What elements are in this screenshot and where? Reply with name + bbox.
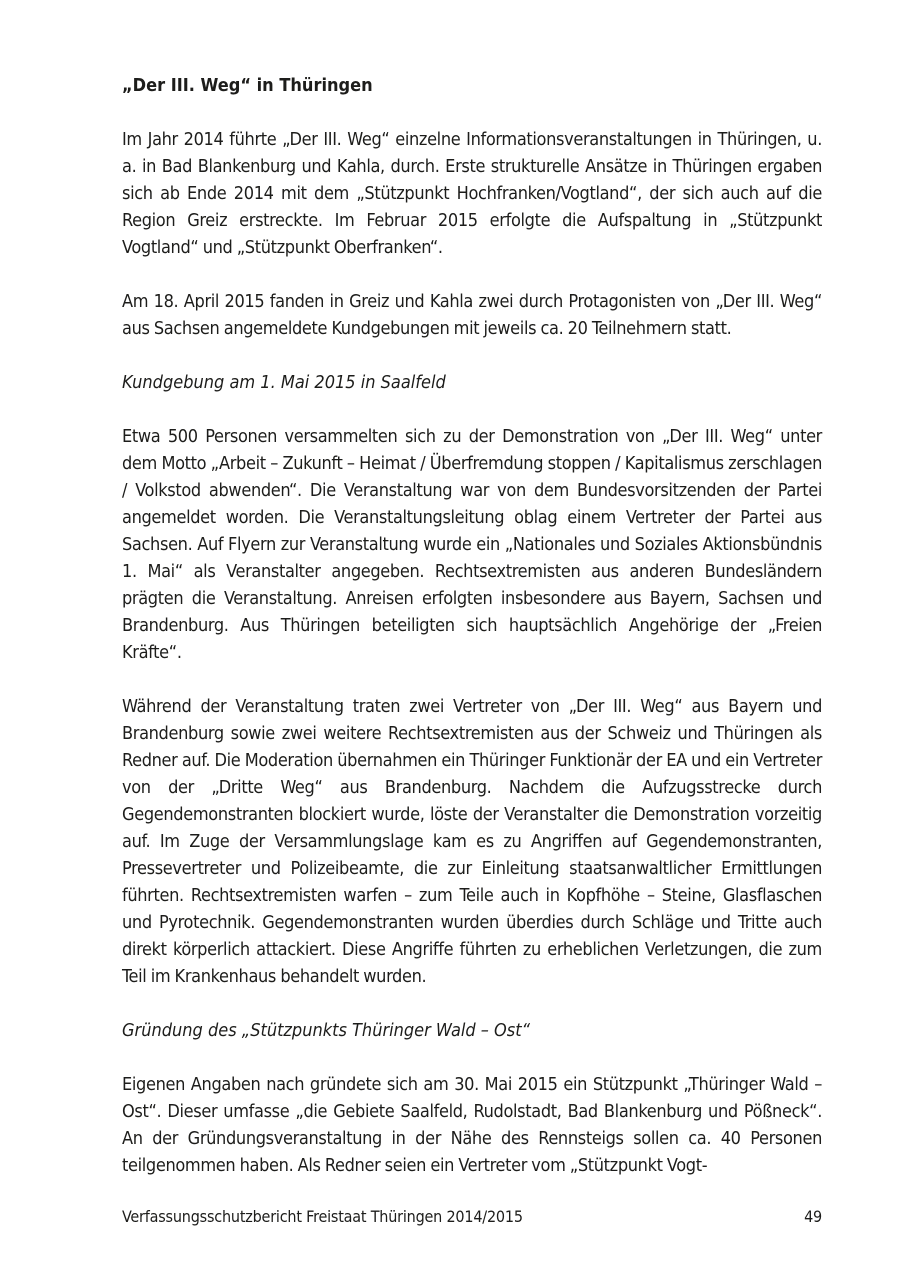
paragraph: Eigenen Angaben nach gründete sich am 30. Mai 2015 ein Stützpunkt „Thüringer Wald – Ost“. Dieser umfasse „die Gebiete Saalfeld, Rudolstadt, Bad Blankenburg und Pößneck“. An der Gründungsveranstaltung in der Nähe des Rennsteigs sollen ca. 40 Personen teilgenommen haben. Als Redner seien ein Vertreter vom „Stützpunkt Vogt- bbox=[122, 1074, 822, 1176]
document-page bbox=[122, 72, 822, 1179]
publication-title: Verfassungsschutzbericht Freistaat Thüringen 2014/2015 bbox=[122, 1207, 523, 1226]
paragraph: Während der Veranstaltung traten zwei Vertreter von „Der III. Weg“ aus Bayern und Brandenburg sowie zwei weitere Rechtsextremisten aus der Schweiz und Thüringen als Redner auf. Die Moderation übernahmen ein Thüringer Funktionär der EA und ein Vertreter von der „Dritte Weg“ aus Brandenburg. Nachdem die Aufzugsstrecke durch Gegendemonstranten blockiert wurde, löste der Veranstalter die Demonstration vorzeitig auf. Im Zuge der Versammlungslage kam es zu Angriffen auf Gegendemonstranten, Pressevertreter und Polizeibeamte, die zur Einleitung staatsanwaltlicher Ermittlungen führten. Rechtsextremisten warfen – zum Teile auch in Kopfhöhe – Steine, Glasflaschen und Pyrotechnik. Gegendemonstranten wurden überdies durch Schläge und Tritte auch direkt körperlich attackiert. Diese Angriffe führten zu erheblichen Verletzungen, die zum Teil im Krankenhaus behandelt wurden. bbox=[122, 696, 822, 987]
paragraph: Etwa 500 Personen versammelten sich zu der Demonstration von „Der III. Weg“ unter dem Motto „Arbeit – Zukunft – Heimat / Überfremdung stoppen / Kapitalismus zerschlagen / Volkstod abwenden“. Die Veranstaltung war von dem Bundesvorsitzenden der Partei angemeldet worden. Die Veranstaltungsleitung oblag einem Vertreter der Partei aus Sachsen. Auf Flyern zur Veranstaltung wurde ein „Nationales und Soziales Aktionsbündnis 1. Mai“ als Veranstalter angegeben. Rechtsextremisten aus anderen Bundesländern prägten die Veranstaltung. Anreisen erfolgten insbesondere aus Bayern, Sachsen und Brandenburg. Aus Thüringen beteiligten sich hauptsächlich Angehörige der „Freien Kräfte“. bbox=[122, 426, 822, 663]
subsection-heading: Kundgebung am 1. Mai 2015 in Saalfeld bbox=[122, 372, 446, 393]
paragraph: Am 18. April 2015 fanden in Greiz und Kahla zwei durch Protagonisten von „Der III. Weg“ aus Sachsen angemeldete Kundgebungen mit jeweils ca. 20 Teilnehmern statt. bbox=[122, 291, 822, 339]
paragraph: Im Jahr 2014 führte „Der III. Weg“ einzelne Informationsveranstaltungen in Thüringen, u. a. in Bad Blankenburg und Kahla, durch. Erste strukturelle Ansätze in Thüringen ergaben sich ab Ende 2014 mit dem „Stützpunkt Hochfranken/Vogtland“, der sich auch auf die Region Greiz erstreckte. Im Februar 2015 erfolgte die Aufspaltung in „Stützpunkt Vogtland“ und „Stützpunkt Oberfranken“. bbox=[122, 129, 822, 258]
section-heading: „Der III. Weg“ in Thüringen bbox=[122, 75, 373, 96]
subsection-heading: Gründung des „Stützpunkts Thüringer Wald – Ost“ bbox=[122, 1020, 530, 1041]
page-number: 49 bbox=[804, 1207, 822, 1226]
